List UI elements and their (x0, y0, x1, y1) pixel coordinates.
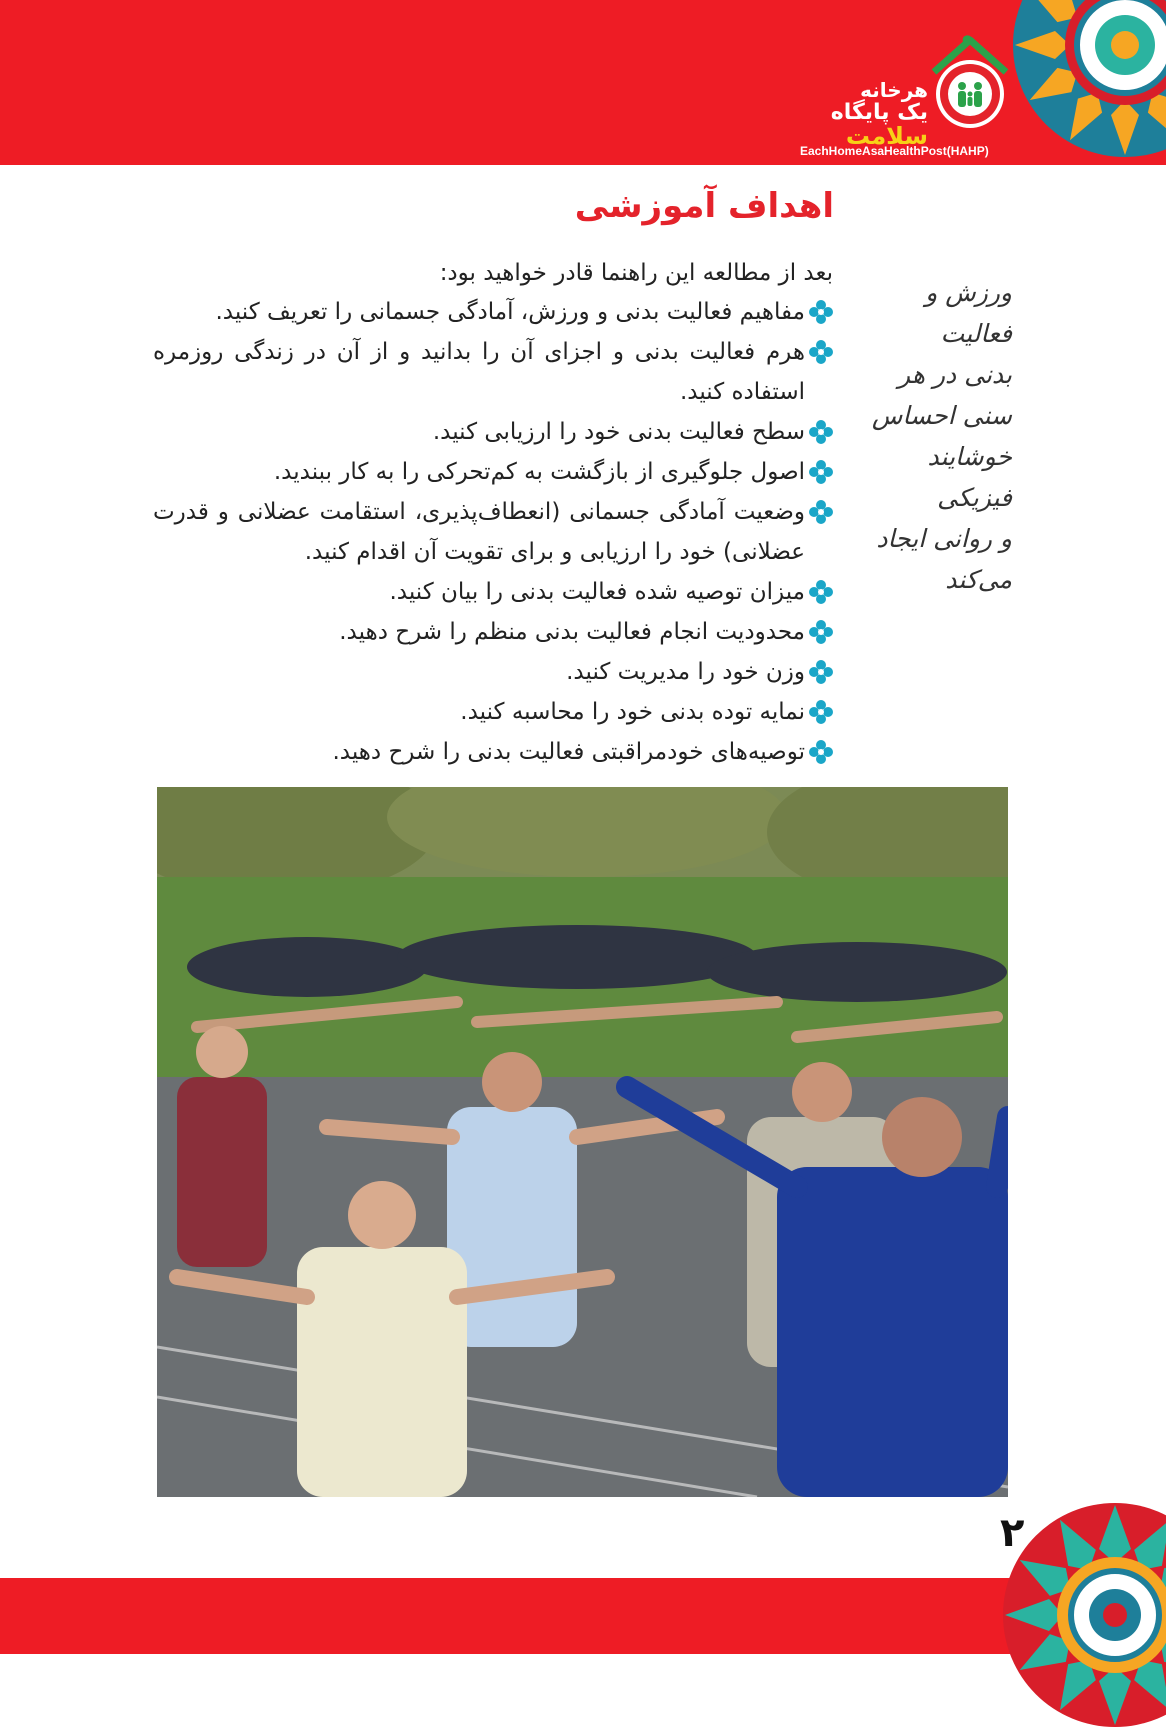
sidenote-line: ورزش و فعالیت (925, 278, 1012, 348)
flower-bullet-icon (809, 460, 833, 484)
logo-text-line1: هرخانه (860, 78, 928, 102)
objectives-list (153, 292, 833, 772)
objective-text: مفاهیم فعالیت بدنی و ورزش، آمادگی جسمانی را تعریف کنید. (215, 299, 805, 325)
objective-text: توصیه‌های خودمراقبتی فعالیت بدنی را شرح دهید. (332, 739, 805, 765)
objective-item (153, 332, 833, 412)
objective-item (153, 292, 833, 332)
objective-item (153, 692, 833, 732)
sidenote-line: بدنی در هر (898, 360, 1012, 389)
objective-item (153, 452, 833, 492)
flower-bullet-icon (809, 580, 833, 604)
objective-item (153, 572, 833, 612)
objective-text: نمایه توده بدنی خود را محاسبه کنید. (460, 699, 805, 725)
group-exercise-photo (157, 787, 1008, 1497)
logo-text-line2: یک پایگاه (830, 100, 928, 125)
sidenote-line: سنی احساس (871, 401, 1012, 430)
mandala-ornament-icon (1000, 1500, 1166, 1730)
flower-bullet-icon (809, 700, 833, 724)
logo (790, 30, 1020, 160)
logo-text-english: EachHomeAsaHealthPost(HAHP) (800, 144, 989, 158)
footer-band (0, 1578, 1166, 1654)
sidenote-line: و روانی ایجاد (876, 524, 1012, 553)
intro-text: بعد از مطالعه این راهنما قادر خواهید بود: (439, 260, 833, 286)
flower-bullet-icon (809, 740, 833, 764)
flower-bullet-icon (809, 420, 833, 444)
flower-bullet-icon (809, 500, 833, 524)
objective-text: سطح فعالیت بدنی خود را ارزیابی کنید. (432, 419, 805, 445)
house-family-emblem-icon (928, 32, 1012, 136)
objective-text: هرم فعالیت بدنی و اجزای آن را بدانید و از آن در زندگی روزمره استفاده کنید. (153, 339, 805, 405)
objective-item (153, 412, 833, 452)
handwritten-sidenote (862, 272, 1012, 600)
sidenote-line: خوشایند فیزیکی (927, 442, 1012, 512)
sidenote-line: می‌کند (945, 565, 1012, 594)
objective-item (153, 652, 833, 692)
flower-bullet-icon (809, 340, 833, 364)
flower-bullet-icon (809, 620, 833, 644)
mandala-ornament-icon (1010, 0, 1166, 160)
objective-text: میزان توصیه شده فعالیت بدنی را بیان کنید. (389, 579, 805, 605)
objective-text: وضعیت آمادگی جسمانی (انعطاف‌پذیری، استقامت عضلانی و قدرت عضلانی) خود را ارزیابی و برای تقویت آن اقدام کنید. (153, 499, 805, 565)
objective-item (153, 732, 833, 772)
page-heading: اهداف آموزشی (574, 186, 834, 226)
logo-text-line3: سلامت (845, 122, 928, 150)
page-number: ۲ (1000, 1510, 1025, 1556)
objective-item (153, 612, 833, 652)
objective-text: وزن خود را مدیریت کنید. (566, 659, 805, 685)
flower-bullet-icon (809, 660, 833, 684)
objective-text: محدودیت انجام فعالیت بدنی منظم را شرح دهید. (339, 619, 805, 645)
flower-bullet-icon (809, 300, 833, 324)
objective-item (153, 492, 833, 572)
objective-text: اصول جلوگیری از بازگشت به کم‌تحرکی را به کار ببندید. (273, 459, 805, 485)
